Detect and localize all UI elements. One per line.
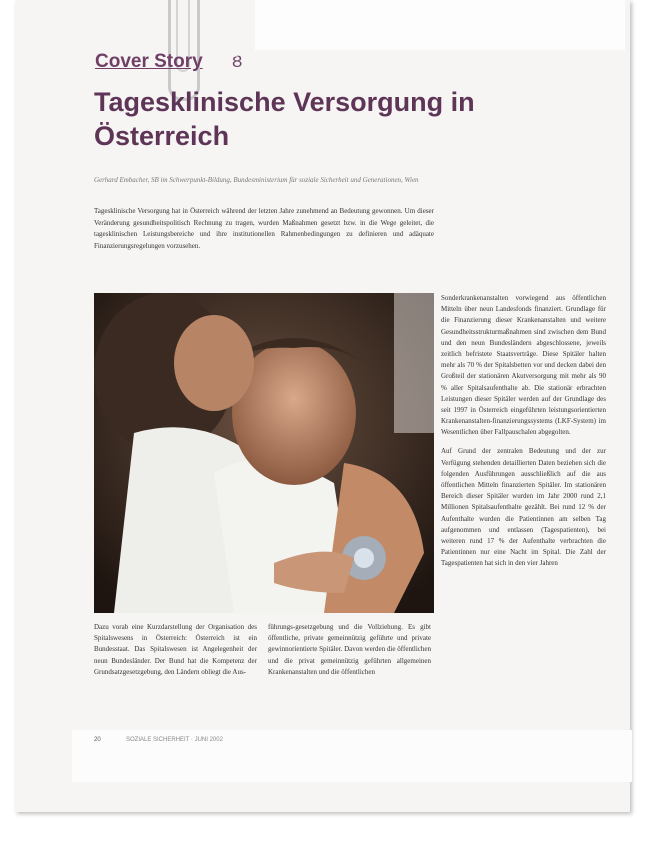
doctor-patient-photo xyxy=(94,293,434,613)
page-number: 20 xyxy=(94,737,101,743)
column-middle-text: führungs-gesetzgebung und die Vollziehung. Es gibt öffentliche, private gemeinnützig geführte und private gewinnorientierte Spitäler. Davon werden die öffentlichen und die privat gemeinnützig geführten allgemeinen Krankenanstalten und die öffentlichen xyxy=(268,623,431,676)
article-photo xyxy=(94,293,434,613)
column-right xyxy=(441,293,606,578)
article-title: Tagesklinische Versorgung in Österreich xyxy=(94,87,475,151)
top-banner xyxy=(255,0,625,50)
section-label: Cover Story xyxy=(95,51,203,72)
column-left-text: Dazu vorab eine Kurzdarstellung der Organisation des Spitalswesens in Österreich: Österreich ist ein Bundesstaat. Das Spitalswesen ist Angelegenheit der neun Bundesländer. Der Bund hat die Kompetenz der Grundsatzgesetzgebung, den Ländern obliegt die Aus- xyxy=(94,623,257,676)
section-squiggle-icon: Ȣ xyxy=(232,52,243,71)
column-right-paragraph-2: Auf Grund der zentralen Bedeutung und der zur Verfügung stehenden detaillierten Daten beziehen sich die folgenden Ausführungen ausschließlich auf die aus öffentlichen Mitteln finanzierten Spitäler. Im stationären Bereich dieser Spitäler wurden im Jahr 2000 rund 2,1 Millionen Spitalsaufenthalte gezählt. Bei rund 12 % der Aufenthalte wurden die Patientinnen am selben Tag aufgenommen und entlassen (Tagespatienten), bei weiteren rund 17 % der Aufenthalte verbrachten die Patientinnen nur eine Nacht im Spital. Die Zahl der Tagespatienten hat sich in den vier Jahren xyxy=(441,447,606,568)
column-middle xyxy=(268,622,431,686)
column-left xyxy=(94,622,257,686)
article-lead: Tagesklinische Versorgung hat in Österreich während der letzten Jahre zunehmend an Bedeutung gewonnen. Um dieser Veränderung gesundheitspolitisch Rechnung zu tragen, wurden Maßnahmen gesetzt bzw. in die Wege geleitet, die tagesklinischen Leistungsbereiche und ihre institutionellen Rahmenbedingungen zu definieren und adäquate Finanzierungsregelungen vorzusehen. xyxy=(94,207,434,250)
article-byline: Gerhard Embacher, SB im Schwerpunkt-Bildung, Bundesministerium für soziale Sicherheit und Generationen, Wien xyxy=(94,176,419,184)
issue-label: SOZIALE SICHERHEIT · JUNI 2002 xyxy=(126,737,223,743)
column-right-paragraph-1: Sonderkrankenanstalten vorwiegend aus öffentlichen Mitteln über neun Landesfonds finanziert. Grundlage für die Finanzierung dieser Krankenanstalten und weitere Gesundheitsstrukturmaßnahmen sind zwischen dem Bund und den neun Bundesländern abgeschlossene, jeweils zeitlich befristete Staatsverträge. Diese Spitäler halten mehr als 70 % der Spitalsbetten vor und decken dabei den Großteil der stationären Akutversorgung mit mehr als 90 % aller Spitalsaufenthalte ab. Die stationär erbrachten Leistungen dieser Spitäler werden auf der Grundlage des seit 1997 in Österreich eingeführten leistungsorientierten Krankenanstalten-finanzierungssystems (LKF-System) im Wesentlichen über Fallpauschalen abgegolten. xyxy=(441,294,606,437)
